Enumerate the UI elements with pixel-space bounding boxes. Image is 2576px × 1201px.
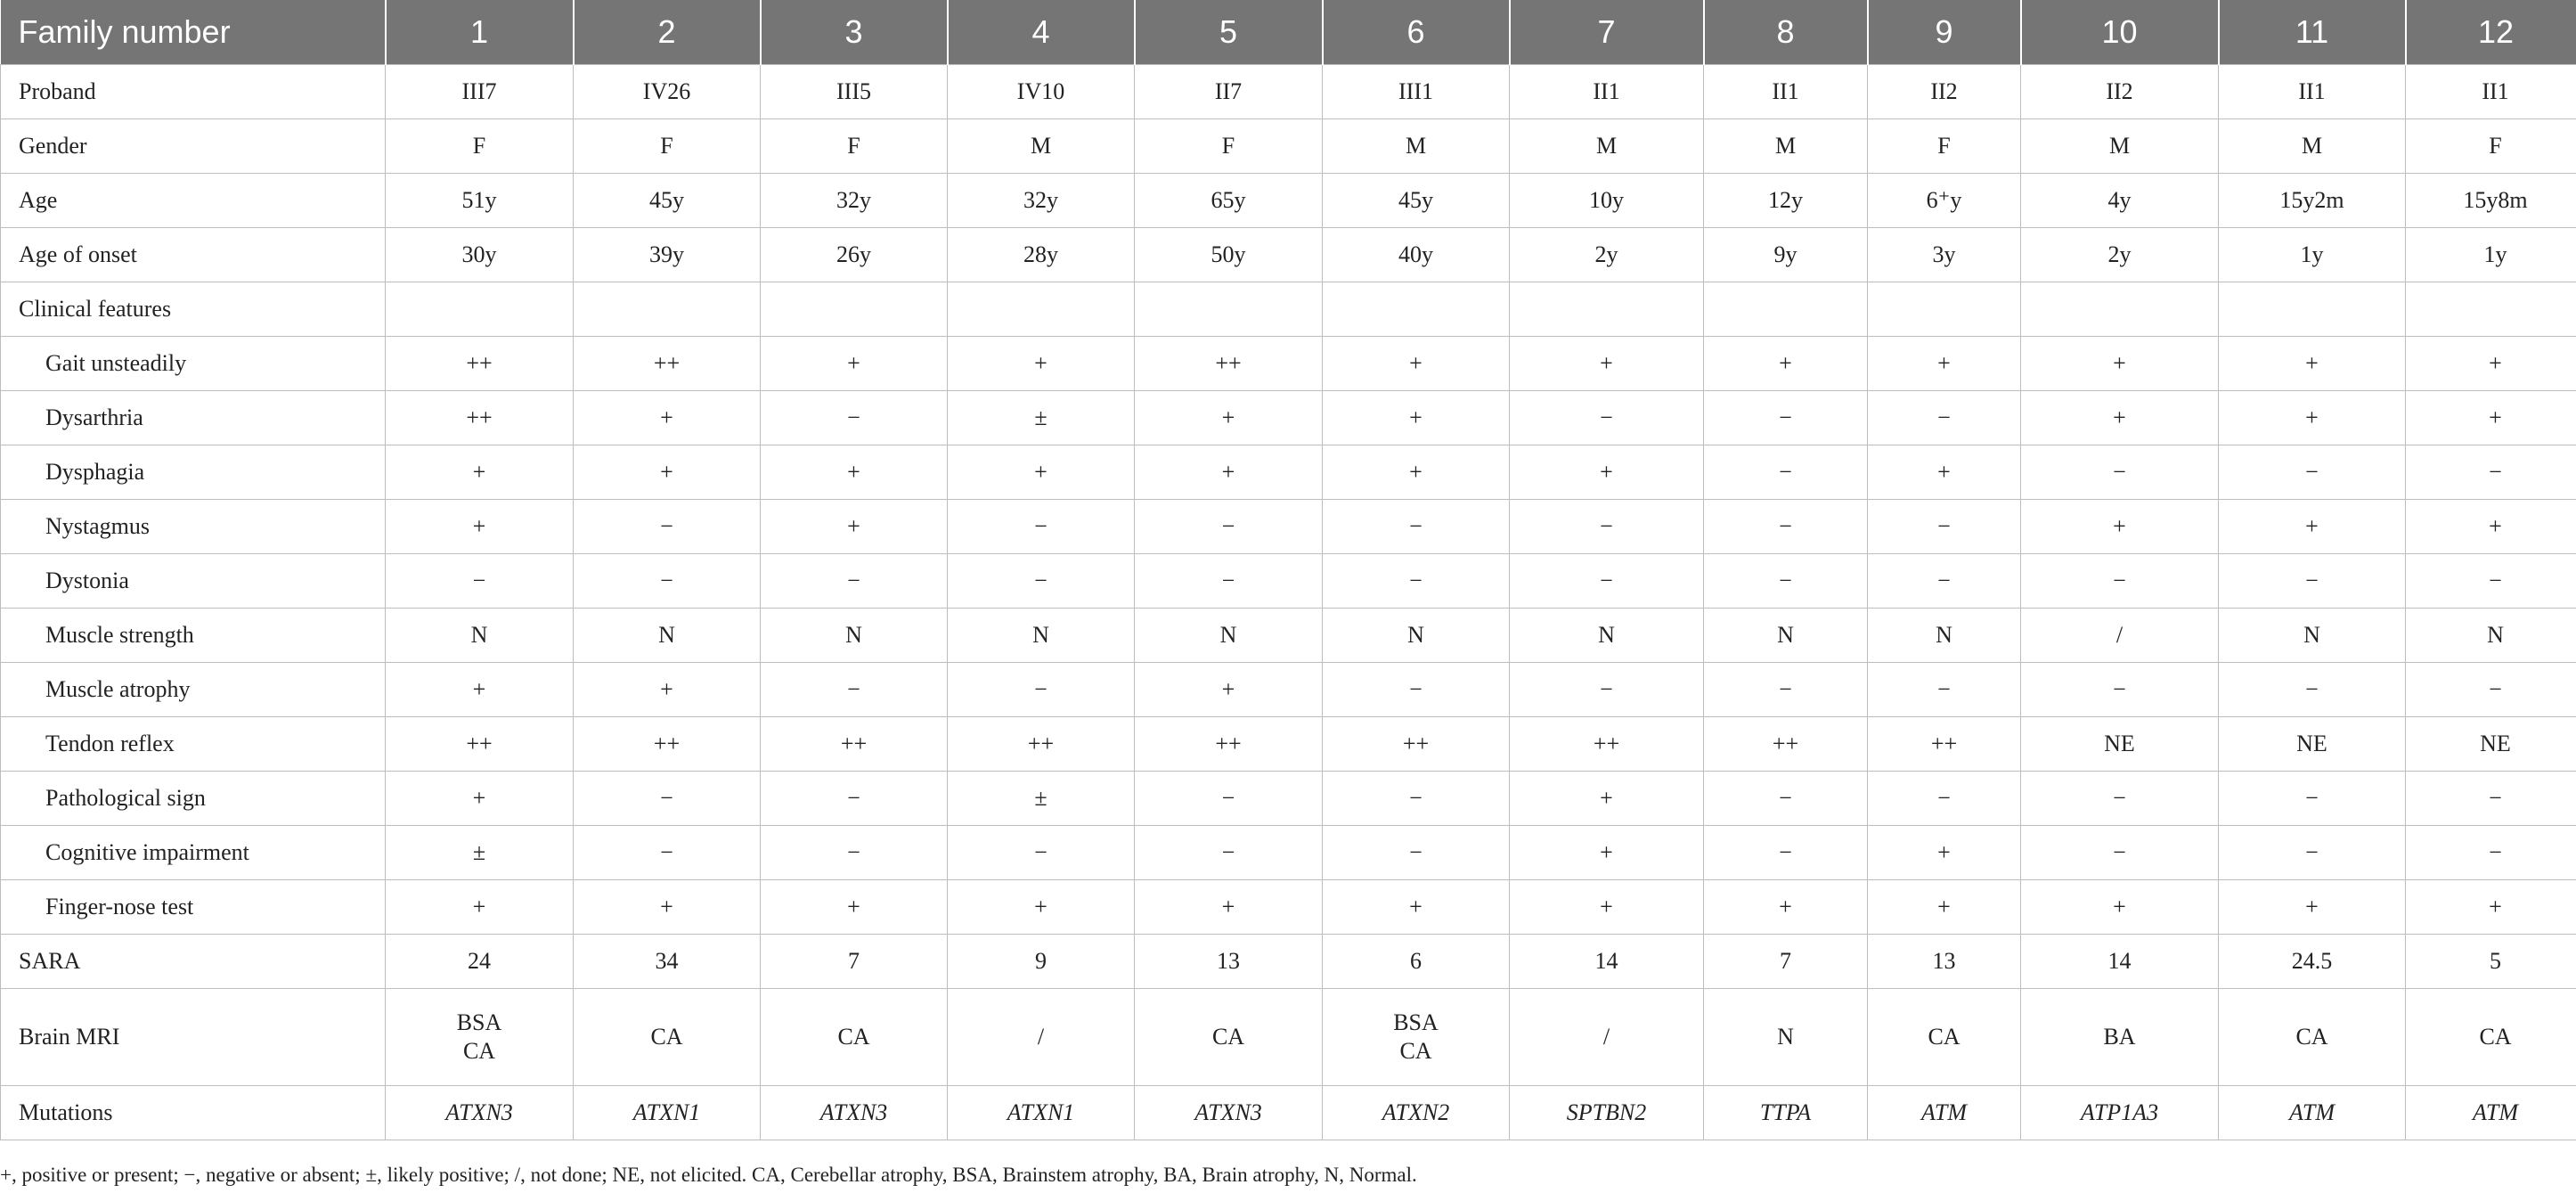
table-cell: − [1510,663,1704,717]
table-cell: − [386,554,574,609]
row-label: Dystonia [1,554,386,609]
table-cell: N [761,609,948,663]
table-cell: NE [2406,717,2576,772]
table-cell: + [574,880,761,935]
table-cell: 12y [1704,174,1868,228]
table-cell: − [2406,663,2576,717]
table-cell: − [1868,500,2021,554]
table-cell: IV10 [948,65,1135,119]
table-cell: ++ [386,717,574,772]
table-cell: II2 [1868,65,2021,119]
table-cell: − [2021,663,2219,717]
row-label: Age [1,174,386,228]
table-cell: − [948,663,1135,717]
table-cell: F [1868,119,2021,174]
table-cell [386,282,574,337]
table-row [1,609,2576,663]
table-cell: ++ [386,391,574,445]
cell-line: CA [1399,1038,1432,1064]
table-cell: − [1135,554,1323,609]
table-cell: F [1135,119,1323,174]
table-cell: + [1323,337,1510,391]
table-cell: II7 [1135,65,1323,119]
table-cell [2406,989,2576,1086]
table-cell: + [948,337,1135,391]
table-cell: 39y [574,228,761,282]
table-cell: + [2219,500,2406,554]
table-cell: + [1323,445,1510,500]
table-cell: ± [948,391,1135,445]
table-cell: + [1868,445,2021,500]
table-cell: N [1868,609,2021,663]
table-row [1,500,2576,554]
table-cell: ++ [574,717,761,772]
family-number-header-cell: 7 [1510,0,1704,65]
table-cell: + [1510,445,1704,500]
table-cell: + [386,880,574,935]
family-number-header-cell: 1 [386,0,574,65]
table-cell: − [2219,663,2406,717]
table-cell: 2y [2021,228,2219,282]
row-label: Gait unsteadily [1,337,386,391]
table-cell: ATXN1 [948,1086,1135,1140]
table-cell: + [1510,337,1704,391]
table-cell: 32y [948,174,1135,228]
table-cell: − [761,663,948,717]
table-row [1,445,2576,500]
table-cell: ++ [1135,717,1323,772]
table-cell: 7 [1704,935,1868,989]
table-cell: − [574,826,761,880]
table-cell [386,989,574,1086]
table-row [1,119,2576,174]
table-cell: ++ [1135,337,1323,391]
table-cell: + [2406,337,2576,391]
table-cell: + [1135,391,1323,445]
row-label: Age of onset [1,228,386,282]
table-cell: − [2406,554,2576,609]
table-cell: ++ [1704,717,1868,772]
table-cell: − [574,500,761,554]
table-cell: − [1135,772,1323,826]
cell-line: BSA [1393,1009,1439,1035]
table-cell [948,282,1135,337]
table-cell: M [1510,119,1704,174]
cell-line: N [1777,1023,1794,1050]
table-cell: − [1704,772,1868,826]
table-cell: + [574,663,761,717]
table-cell: − [761,554,948,609]
table-cell: − [2219,445,2406,500]
row-label: Pathological sign [1,772,386,826]
table-cell: + [574,391,761,445]
table-cell: + [1510,826,1704,880]
table-cell: 3y [1868,228,2021,282]
table-cell: N [2219,609,2406,663]
row-label: Proband [1,65,386,119]
table-cell: + [2021,500,2219,554]
table-cell: ± [948,772,1135,826]
table-cell: + [1510,772,1704,826]
table-cell: − [1704,500,1868,554]
table-cell: − [574,772,761,826]
table-cell [1323,989,1510,1086]
table-cell: − [2406,772,2576,826]
table-cell: N [1704,609,1868,663]
table-cell: + [2219,391,2406,445]
table-cell: III5 [761,65,948,119]
table-cell [948,989,1135,1086]
row-label: SARA [1,935,386,989]
table-cell: + [761,337,948,391]
table-cell: 6⁺y [1868,174,2021,228]
table-row [1,663,2576,717]
table-cell: 34 [574,935,761,989]
table-cell: ATXN2 [1323,1086,1510,1140]
table-cell [2021,989,2219,1086]
table-cell: N [2406,609,2576,663]
table-cell: M [948,119,1135,174]
table-row [1,282,2576,337]
table-cell: 13 [1868,935,2021,989]
table-cell: 15y8m [2406,174,2576,228]
table-cell [1868,282,2021,337]
row-label: Brain MRI [1,989,386,1086]
table-cell [2021,282,2219,337]
table-row [1,174,2576,228]
table-cell: ATXN3 [1135,1086,1323,1140]
table-cell: ATXN1 [574,1086,761,1140]
table-cell: − [1704,391,1868,445]
table-cell: + [761,500,948,554]
table-cell: − [1510,391,1704,445]
table-cell: − [1704,826,1868,880]
table-cell: 7 [761,935,948,989]
table-cell: − [2219,826,2406,880]
table-cell: TTPA [1704,1086,1868,1140]
table-row [1,554,2576,609]
table-cell: ATXN3 [386,1086,574,1140]
table-cell [2219,282,2406,337]
table-cell: + [2021,391,2219,445]
row-label: Dysarthria [1,391,386,445]
cell-line: CA [2295,1023,2328,1050]
table-cell: + [1135,663,1323,717]
row-label: Mutations [1,1086,386,1140]
table-footnote: +, positive or present; −, negative or absent; ±, likely positive; /, not done; NE, not elicited. CA, Cerebellar atrophy, BSA, Brainstem atrophy, BA, Brain atrophy, N, Normal. [0,1164,1417,1186]
table-cell: N [574,609,761,663]
table-cell: M [2219,119,2406,174]
table-cell: 4y [2021,174,2219,228]
table-cell [574,989,761,1086]
table-cell: 24.5 [2219,935,2406,989]
cell-line: BA [2103,1023,2136,1050]
table-cell: − [574,554,761,609]
table-cell: / [2021,609,2219,663]
table-cell: − [1510,500,1704,554]
family-number-header: Family number [1,0,386,65]
table-cell: F [574,119,761,174]
table-cell: ATM [2219,1086,2406,1140]
table-row [1,826,2576,880]
table-cell: II1 [1704,65,1868,119]
cell-line: / [1037,1023,1045,1050]
table-cell: II1 [2406,65,2576,119]
table-cell: + [2219,880,2406,935]
table-cell [1704,282,1868,337]
table-cell: + [386,772,574,826]
table-cell: 65y [1135,174,1323,228]
table-cell: 32y [761,174,948,228]
table-cell: − [1704,663,1868,717]
cell-line: CA [1928,1023,1961,1050]
table-cell: − [1323,663,1510,717]
table-cell [1704,989,1868,1086]
row-label: Tendon reflex [1,717,386,772]
table-cell: 40y [1323,228,1510,282]
table-cell: ATM [2406,1086,2576,1140]
table-row [1,1086,2576,1140]
table-cell: − [1323,772,1510,826]
table-body [1,65,2576,1140]
cell-line: BSA [456,1009,502,1035]
table-cell: + [1704,880,1868,935]
table-cell: M [1323,119,1510,174]
table-cell: 1y [2219,228,2406,282]
table-row [1,65,2576,119]
table-cell: F [386,119,574,174]
family-number-header-cell: 12 [2406,0,2576,65]
table-cell: − [2406,826,2576,880]
family-number-header-cell: 10 [2021,0,2219,65]
table-cell: 45y [574,174,761,228]
family-number-header-cell: 4 [948,0,1135,65]
table-cell: − [1868,391,2021,445]
table-row [1,391,2576,445]
table-header-row [1,0,2576,65]
table-cell: ++ [1323,717,1510,772]
table-cell: − [1323,554,1510,609]
table-cell [1135,989,1323,1086]
table-cell: ++ [574,337,761,391]
table-cell: 50y [1135,228,1323,282]
table-cell: − [761,391,948,445]
table-cell: ± [386,826,574,880]
table-cell: + [2021,337,2219,391]
table-cell: ++ [761,717,948,772]
table-cell: 13 [1135,935,1323,989]
table-cell: − [1135,500,1323,554]
cell-line: CA [2479,1023,2512,1050]
table-cell: + [2406,391,2576,445]
row-label: Dysphagia [1,445,386,500]
table-cell: 9 [948,935,1135,989]
family-number-header-cell: 2 [574,0,761,65]
table-cell: 10y [1510,174,1704,228]
table-cell: + [2406,880,2576,935]
table-cell [1868,989,2021,1086]
table-cell: + [1135,445,1323,500]
table-cell [1510,989,1704,1086]
table-cell: + [948,445,1135,500]
table-cell: 28y [948,228,1135,282]
table-cell: − [1323,500,1510,554]
row-label: Muscle atrophy [1,663,386,717]
table-cell: III7 [386,65,574,119]
table-cell: NE [2219,717,2406,772]
table-cell: 51y [386,174,574,228]
table-cell [2406,282,2576,337]
table-cell: N [948,609,1135,663]
table-cell: + [1868,337,2021,391]
table-cell: + [574,445,761,500]
family-number-header-cell: 9 [1868,0,2021,65]
table-cell: − [948,500,1135,554]
table-cell: 1y [2406,228,2576,282]
table-cell: + [761,445,948,500]
row-label: Finger-nose test [1,880,386,935]
table-cell: 9y [1704,228,1868,282]
table-cell: + [1510,880,1704,935]
table-cell: ++ [386,337,574,391]
table-cell: − [2406,445,2576,500]
table-cell: 45y [1323,174,1510,228]
table-cell [1510,282,1704,337]
table-cell: − [1704,554,1868,609]
family-number-header-cell: 6 [1323,0,1510,65]
table-cell: N [1323,609,1510,663]
table-cell: NE [2021,717,2219,772]
cell-line: / [1602,1023,1610,1050]
table-cell: II2 [2021,65,2219,119]
table-cell: ATP1A3 [2021,1086,2219,1140]
row-label: Gender [1,119,386,174]
table-cell: N [386,609,574,663]
table-cell: II1 [2219,65,2406,119]
table-cell: − [2219,772,2406,826]
table-cell: 2y [1510,228,1704,282]
cell-line: CA [837,1023,870,1050]
table-cell: − [948,554,1135,609]
table-cell: + [1868,826,2021,880]
table-cell: − [1135,826,1323,880]
table-cell: − [761,772,948,826]
table-cell: 6 [1323,935,1510,989]
cell-line: CA [462,1038,496,1064]
family-number-header-cell: 5 [1135,0,1323,65]
table-cell [2219,989,2406,1086]
table-row [1,337,2576,391]
table-cell: + [386,445,574,500]
row-label: Muscle strength [1,609,386,663]
table-cell: − [1510,554,1704,609]
row-label: Nystagmus [1,500,386,554]
table-cell [761,282,948,337]
table-cell: − [1868,772,2021,826]
table-row [1,935,2576,989]
table-cell: II1 [1510,65,1704,119]
table-cell: ATM [1868,1086,2021,1140]
table-cell: SPTBN2 [1510,1086,1704,1140]
table-cell: + [1868,880,2021,935]
family-number-header-cell: 3 [761,0,948,65]
table-cell: N [1510,609,1704,663]
row-label: Cognitive impairment [1,826,386,880]
table-cell: − [2219,554,2406,609]
table-cell: ++ [948,717,1135,772]
table-cell: N [1135,609,1323,663]
table-cell: − [2021,554,2219,609]
table-cell: − [1704,445,1868,500]
table-cell: ++ [1868,717,2021,772]
table-cell: − [1323,826,1510,880]
table-cell: − [761,826,948,880]
table-cell: + [2406,500,2576,554]
cell-line: CA [650,1023,683,1050]
table-cell: − [2021,826,2219,880]
table-cell: + [2219,337,2406,391]
table-cell: + [1323,880,1510,935]
table-cell: + [2021,880,2219,935]
table-cell: + [761,880,948,935]
table-row [1,989,2576,1086]
table-cell: 14 [2021,935,2219,989]
table-cell: 30y [386,228,574,282]
table-cell: M [1704,119,1868,174]
table-cell: + [1135,880,1323,935]
table-cell: + [1323,391,1510,445]
table-cell: − [2021,445,2219,500]
table-row [1,228,2576,282]
table-cell: 26y [761,228,948,282]
table-cell: M [2021,119,2219,174]
table-row [1,772,2576,826]
table-cell [1135,282,1323,337]
table-cell: 5 [2406,935,2576,989]
table-cell: III1 [1323,65,1510,119]
table-cell [574,282,761,337]
table-cell: F [2406,119,2576,174]
table-cell: + [386,663,574,717]
table-cell: − [948,826,1135,880]
family-number-header-cell: 11 [2219,0,2406,65]
table-cell: F [761,119,948,174]
table-cell: 15y2m [2219,174,2406,228]
family-number-header-cell: 8 [1704,0,1868,65]
table-cell [761,989,948,1086]
table-cell: − [1868,554,2021,609]
cell-line: CA [1211,1023,1245,1050]
table-cell: + [1704,337,1868,391]
table-cell: + [386,500,574,554]
table-cell [1323,282,1510,337]
table-row [1,880,2576,935]
table-cell: ++ [1510,717,1704,772]
table-cell: + [948,880,1135,935]
table-cell: ATXN3 [761,1086,948,1140]
table-cell: 24 [386,935,574,989]
table-cell: 14 [1510,935,1704,989]
table-cell: − [2021,772,2219,826]
table-cell: IV26 [574,65,761,119]
table-row [1,717,2576,772]
row-label: Clinical features [1,282,386,337]
table-cell: − [1868,663,2021,717]
